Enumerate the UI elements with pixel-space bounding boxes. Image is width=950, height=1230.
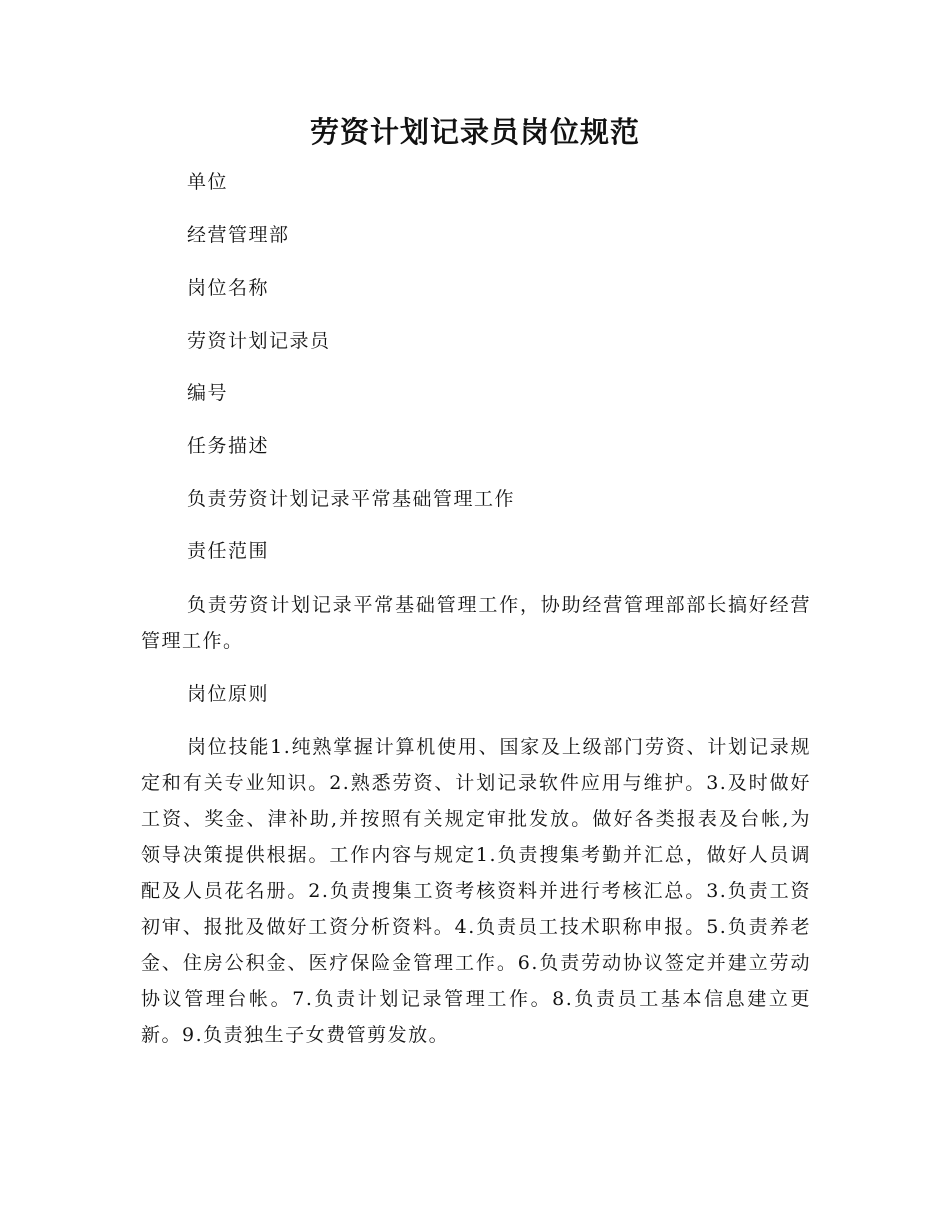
field-unit-value: 经营管理部 <box>187 224 290 246</box>
responsibility-paragraph: 负责劳资计划记录平常基础管理工作，协助经营管理部部长搞好经营管理工作。 <box>141 594 811 652</box>
principle-paragraph: 岗位技能1.纯熟掌握计算机使用、国家及上级部门劳资、计划记录规定和有关专业知识。2.熟悉劳资、计划记录软件应用与维护。3.及时做好工资、奖金、津补助,并按照有关规定审批发放。做好各类报表及台帐,为领导决策提供根据。工作内容与规定1.负责搜集考勤并汇总，做好人员调配及人员花名册。2.负责搜集工资考核资料并进行考核汇总。3.负责工资初审、报批及做好工资分析资料。4.负责员工技术职称申报。5.负责养老金、住房公积金、医疗保险金管理工作。6.负责劳动协议签定并建立劳动协议管理台帐。7.负责计划记录管理工作。8.负责员工基本信息建立更新。9.负责独生子女费管剪发放。 <box>141 736 811 1046</box>
field-task-value: 负责劳资计划记录平常基础管理工作 <box>187 488 516 510</box>
field-number-label: 编号 <box>187 382 229 404</box>
field-unit-label: 单位 <box>187 171 229 193</box>
field-position-label: 岗位名称 <box>187 277 270 299</box>
field-task-label: 任务描述 <box>187 435 270 457</box>
principle-heading: 岗位原则 <box>187 683 270 705</box>
field-scope-label: 责任范围 <box>187 540 270 562</box>
document-title: 劳资计划记录员岗位规范 <box>309 115 640 149</box>
field-position-value: 劳资计划记录员 <box>187 330 331 352</box>
